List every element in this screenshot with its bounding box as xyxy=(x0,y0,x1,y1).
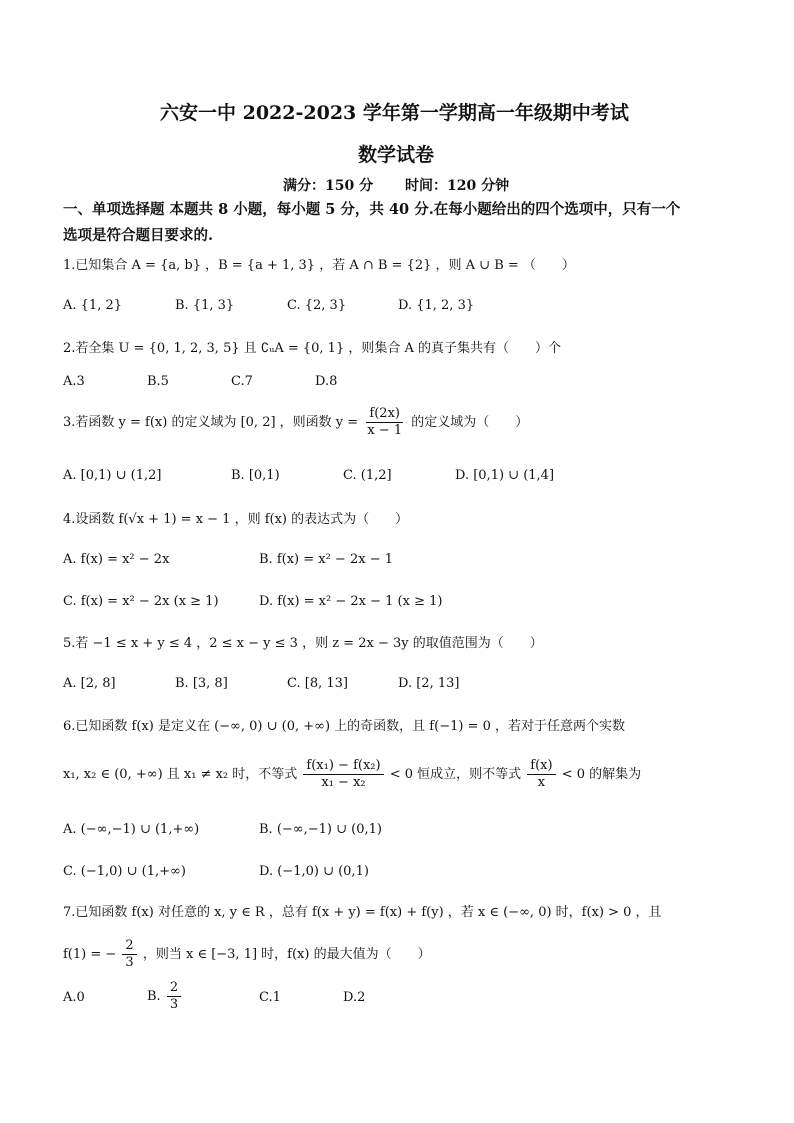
question-7-option-a: A.0 xyxy=(63,990,85,1005)
exam-title: 六安一中 2022-2023 学年第一学期高一年级期中考试 xyxy=(160,102,629,124)
question-1-option-c: C. {2, 3} xyxy=(287,298,347,313)
question-6-line2 xyxy=(63,758,641,791)
question-7-option-b xyxy=(147,980,183,1013)
fraction-numerator: 2 xyxy=(122,938,136,955)
question-2-stem: 2.若全集 U = {0, 1, 2, 3, 5} 且 ∁ᵤA = {0, 1} ，则集合 A 的真子集共有（ ）个 xyxy=(63,341,562,356)
question-6-fraction-2 xyxy=(527,758,555,791)
question-7-option-c: C.1 xyxy=(259,990,281,1005)
question-7-line2-part1: f(1) = − xyxy=(63,947,117,962)
exam-subtitle: 数学试卷 xyxy=(358,144,435,166)
question-6-option-b: B. (−∞,−1) ∪ (0,1) xyxy=(259,822,382,837)
question-3-option-d: D. [0,1) ∪ (1,4] xyxy=(455,468,555,483)
question-1-option-b: B. {1, 3} xyxy=(175,298,235,313)
question-6-line2-part3: < 0 的解集为 xyxy=(561,767,642,782)
question-3-option-a: A. [0,1) ∪ (1,2] xyxy=(63,468,162,483)
fraction-denominator: 3 xyxy=(169,997,179,1012)
question-1-option-a: A. {1, 2} xyxy=(63,298,123,313)
question-6-fraction-1 xyxy=(303,758,383,791)
question-7-line1: 7.已知函数 f(x) 对任意的 x, y ∈ R ，总有 f(x + y) = f(x) + f(y) ，若 x ∈ (−∞, 0) 时，f(x) > 0 ，且 xyxy=(63,905,662,920)
fraction-numerator: f(x₁) − f(x₂) xyxy=(303,758,383,775)
question-1-stem: 1.已知集合 A = {a, b} ，B = {a + 1, 3} ，若 A ∩ B = {2} ，则 A ∪ B = （ ） xyxy=(63,258,575,273)
section-heading-line2: 选项是符合题目要求的. xyxy=(63,227,214,244)
question-6-line1: 6.已知函数 f(x) 是定义在 (−∞, 0) ∪ (0, +∞) 上的奇函数，且 f(−1) = 0 ，若对于任意两个实数 xyxy=(63,719,625,734)
question-5-stem: 5.若 −1 ≤ x + y ≤ 4 ，2 ≤ x − y ≤ 3 ，则 z = 2x − 3y 的取值范围为（ ） xyxy=(63,636,543,651)
fraction-denominator: 3 xyxy=(125,955,134,970)
question-5-option-b: B. [3, 8] xyxy=(175,676,228,691)
question-2-option-c: C.7 xyxy=(231,374,253,389)
question-4-option-d: D. f(x) = x² − 2x − 1 (x ≥ 1) xyxy=(259,594,443,609)
fraction-numerator: 2 xyxy=(167,980,181,997)
question-6-option-d: D. (−1,0) ∪ (0,1) xyxy=(259,864,369,879)
question-7-fraction xyxy=(122,938,136,971)
question-2-option-a: A.3 xyxy=(63,374,85,389)
question-4-stem: 4.设函数 f(√x + 1) = x − 1 ，则 f(x) 的表达式为（ ） xyxy=(63,512,409,527)
full-score: 满分：150 分 xyxy=(283,178,374,194)
question-6-option-a: A. (−∞,−1) ∪ (1,+∞) xyxy=(63,822,200,837)
question-4-option-b: B. f(x) = x² − 2x − 1 xyxy=(259,552,393,567)
question-3-stem xyxy=(63,406,528,439)
fraction-denominator: x − 1 xyxy=(367,423,403,438)
question-6-line2-part1: x₁, x₂ ∈ (0, +∞) 且 x₁ ≠ x₂ 时，不等式 xyxy=(63,767,298,782)
fraction-denominator: x xyxy=(537,775,546,790)
question-6-line2-part2: < 0 恒成立，则不等式 xyxy=(389,767,522,782)
question-6-option-c: C. (−1,0) ∪ (1,+∞) xyxy=(63,864,186,879)
section-heading-line1: 一、单项选择题 本题共 8 小题，每小题 5 分，共 40 分.在每小题给出的四个选项中，只有一个 xyxy=(63,201,681,218)
fraction-numerator: f(x) xyxy=(527,758,555,775)
fraction-numerator: f(2x) xyxy=(366,406,403,423)
question-3-option-b: B. [0,1) xyxy=(231,468,280,483)
question-3-option-c: C. (1,2] xyxy=(343,468,392,483)
option-b-fraction xyxy=(167,980,181,1013)
question-3-stem-part1: 3.若函数 y = f(x) 的定义域为 [0, 2] ，则函数 y = xyxy=(63,415,359,430)
question-4-option-a: A. f(x) = x² − 2x xyxy=(63,552,170,567)
question-4-option-c: C. f(x) = x² − 2x (x ≥ 1) xyxy=(63,594,219,609)
question-7-line2 xyxy=(63,938,431,971)
question-2-option-d: D.8 xyxy=(315,374,338,389)
question-2-option-b: B.5 xyxy=(147,374,169,389)
question-3-stem-part2: 的定义域为（ ） xyxy=(411,415,529,430)
question-5-option-d: D. [2, 13] xyxy=(398,676,460,691)
exam-time: 时间：120 分钟 xyxy=(405,178,510,194)
question-5-option-a: A. [2, 8] xyxy=(63,676,116,691)
question-5-option-c: C. [8, 13] xyxy=(287,676,348,691)
fraction-denominator: x₁ − x₂ xyxy=(321,775,366,790)
question-7-line2-part2: ，则当 x ∈ [−3, 1] 时，f(x) 的最大值为（ ） xyxy=(142,947,431,962)
option-b-label: B. xyxy=(147,989,161,1004)
question-1-option-d: D. {1, 2, 3} xyxy=(398,298,475,313)
question-3-fraction xyxy=(364,406,405,439)
question-7-option-d: D.2 xyxy=(343,990,366,1005)
